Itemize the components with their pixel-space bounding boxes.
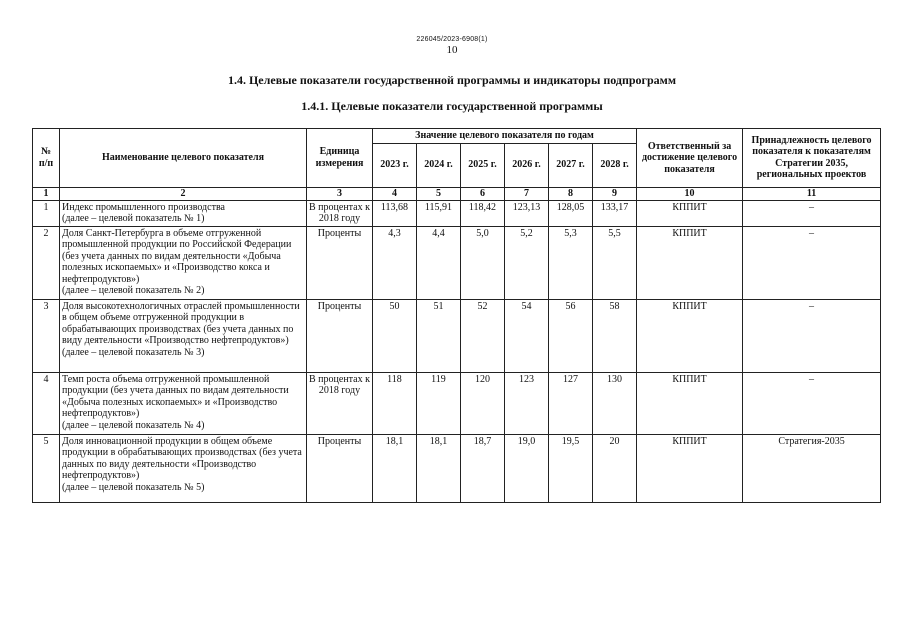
year-value: 118,42: [461, 200, 505, 226]
year-value: 5,2: [505, 226, 549, 299]
indicator-name: Доля Санкт-Петербурга в объеме отгруженной промышленной продукции по Российской Федерации (без учета данных по видам деятельности «Добыча полезных ископаемых» и «Производство кокса и нефтепродуктов») (далее – целевой показатель № 2): [60, 226, 307, 299]
year-value: 5,3: [549, 226, 593, 299]
subsection-heading: 1.4.1. Целевые показатели государственной программы: [301, 99, 603, 113]
strategy-belonging: –: [743, 226, 881, 299]
year-value: 113,68: [373, 200, 417, 226]
unit-of-measure: Проценты: [307, 226, 373, 299]
table-row: [33, 299, 881, 372]
year-value: 52: [461, 299, 505, 372]
year-value: 20: [593, 434, 637, 502]
year-value: 120: [461, 372, 505, 434]
document-registration-number: 226045/2023-6908(1): [416, 36, 488, 43]
responsible-party: КППИТ: [637, 299, 743, 372]
unit-of-measure: Проценты: [307, 434, 373, 502]
row-number: 3: [33, 299, 60, 372]
indicator-name: Доля инновационной продукции в общем объеме продукции в обрабатывающих производствах (без учета данных по виду деятельности «Производство нефтепродуктов») (далее – целевой показатель № 5): [60, 434, 307, 502]
responsible-party: КППИТ: [637, 434, 743, 502]
year-value: 133,17: [593, 200, 637, 226]
column-number: 7: [505, 187, 549, 200]
table-row: [33, 372, 881, 434]
strategy-belonging: Стратегия-2035: [743, 434, 881, 502]
strategy-belonging: –: [743, 200, 881, 226]
strategy-belonging: –: [743, 372, 881, 434]
responsible-party: КППИТ: [637, 372, 743, 434]
header-unit: Единица измерения: [307, 129, 373, 188]
year-value: 56: [549, 299, 593, 372]
year-value: 128,05: [549, 200, 593, 226]
column-number: 2: [60, 187, 307, 200]
year-value: 5,5: [593, 226, 637, 299]
column-number: 6: [461, 187, 505, 200]
row-number: 5: [33, 434, 60, 502]
responsible-party: КППИТ: [637, 226, 743, 299]
column-number-row: [33, 187, 881, 200]
column-number: 11: [743, 187, 881, 200]
year-value: 123: [505, 372, 549, 434]
header-year: 2027 г.: [549, 143, 593, 187]
unit-of-measure: В процентах к 2018 году: [307, 372, 373, 434]
year-value: 130: [593, 372, 637, 434]
year-value: 50: [373, 299, 417, 372]
column-number: 9: [593, 187, 637, 200]
row-number: 1: [33, 200, 60, 226]
section-heading: 1.4. Целевые показатели государственной программы и индикаторы подпрограмм: [227, 73, 677, 87]
column-number: 4: [373, 187, 417, 200]
year-value: 18,1: [373, 434, 417, 502]
header-year: 2024 г.: [417, 143, 461, 187]
year-value: 51: [417, 299, 461, 372]
header-values-group: Значение целевого показателя по годам: [373, 129, 637, 144]
column-number: 3: [307, 187, 373, 200]
year-value: 18,1: [417, 434, 461, 502]
year-value: 119: [417, 372, 461, 434]
header-responsible: Ответственный за достижение целевого показателя: [637, 129, 743, 188]
unit-of-measure: Проценты: [307, 299, 373, 372]
table-row: [33, 226, 881, 299]
year-value: 4,4: [417, 226, 461, 299]
table-row: [33, 434, 881, 502]
year-value: 58: [593, 299, 637, 372]
year-value: 19,5: [549, 434, 593, 502]
year-value: 19,0: [505, 434, 549, 502]
header-num: № п/п: [33, 129, 60, 188]
year-value: 123,13: [505, 200, 549, 226]
header-year: 2026 г.: [505, 143, 549, 187]
indicator-name: Доля высокотехнологичных отраслей промышленности в общем объеме отгруженной продукции в обрабатывающих производствах (без учета данных по виду деятельности «Производство нефтепродуктов») (далее – целевой показатель № 3): [60, 299, 307, 372]
row-number: 2: [33, 226, 60, 299]
header-year: 2028 г.: [593, 143, 637, 187]
table-row: [33, 200, 881, 226]
header-year: 2023 г.: [373, 143, 417, 187]
year-value: 127: [549, 372, 593, 434]
page-number: 10: [446, 44, 458, 56]
column-number: 10: [637, 187, 743, 200]
column-number: 8: [549, 187, 593, 200]
header-belonging: Принадлежность целевого показателя к показателям Стратегии 2035, региональных проектов: [743, 129, 881, 188]
year-value: 115,91: [417, 200, 461, 226]
unit-of-measure: В процентах к 2018 году: [307, 200, 373, 226]
year-value: 118: [373, 372, 417, 434]
strategy-belonging: –: [743, 299, 881, 372]
responsible-party: КППИТ: [637, 200, 743, 226]
header-year: 2025 г.: [461, 143, 505, 187]
target-indicators-table: [32, 128, 881, 503]
column-number: 1: [33, 187, 60, 200]
year-value: 5,0: [461, 226, 505, 299]
row-number: 4: [33, 372, 60, 434]
indicator-name: Индекс промышленного производства (далее – целевой показатель № 1): [60, 200, 307, 226]
year-value: 4,3: [373, 226, 417, 299]
year-value: 18,7: [461, 434, 505, 502]
column-number: 5: [417, 187, 461, 200]
indicator-name: Темп роста объема отгруженной промышленной продукции (без учета данных по видам деятельности «Добыча полезных ископаемых» и «Производство нефтепродуктов») (далее – целевой показатель № 4): [60, 372, 307, 434]
header-name: Наименование целевого показателя: [60, 129, 307, 188]
year-value: 54: [505, 299, 549, 372]
